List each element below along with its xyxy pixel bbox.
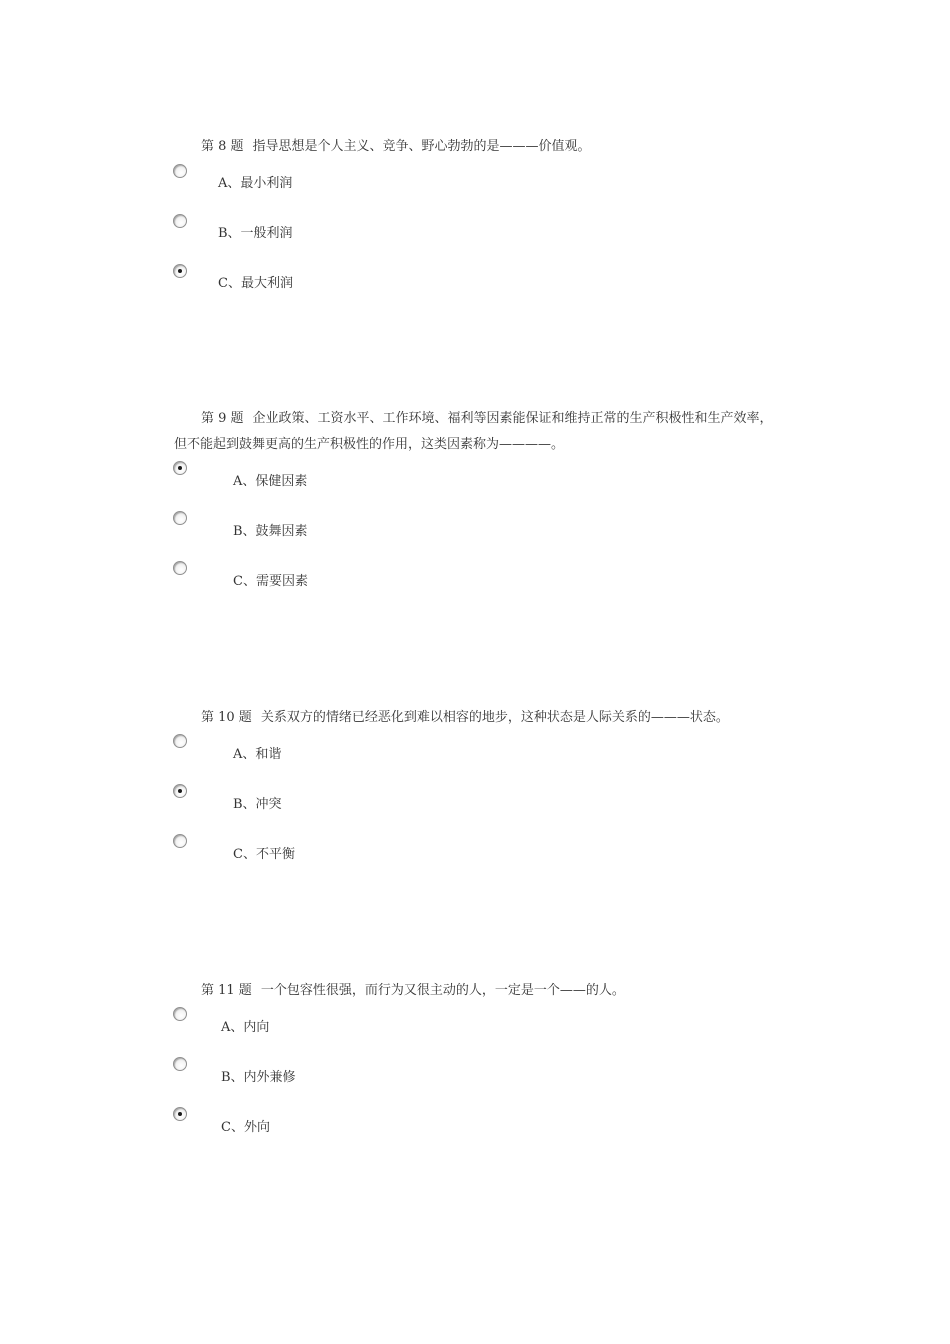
question-8	[0, 134, 950, 374]
option-a-label[interactable]: A、内向	[221, 1020, 270, 1035]
selected-dot	[178, 789, 182, 793]
question-stem	[174, 134, 784, 160]
question-11	[0, 978, 950, 1218]
question-number: 第 11 题	[201, 983, 252, 998]
selected-dot	[178, 466, 182, 470]
question-text: 一个包容性很强，而行为又很主动的人，一定是一个——的人。	[260, 983, 625, 998]
question-number: 第 9 题	[201, 411, 244, 426]
option-c-radio[interactable]	[173, 1107, 187, 1121]
option-b-radio[interactable]	[173, 1057, 187, 1071]
question-text: 企业政策、工资水平、工作环境、福利等因素能保证和维持正常的生产积极性和生产效率，但不能起到鼓舞更高的生产积极性的作用，这类因素称为————。	[174, 411, 773, 452]
option-a-label[interactable]: A、和谐	[233, 747, 282, 762]
question-stem	[174, 406, 784, 458]
option-c-radio[interactable]	[173, 561, 187, 575]
option-b-label[interactable]: B、内外兼修	[221, 1070, 296, 1085]
option-b-radio[interactable]	[173, 784, 187, 798]
option-a-label[interactable]: A、最小利润	[218, 176, 293, 191]
option-b-radio[interactable]	[173, 214, 187, 228]
option-a-radio[interactable]	[173, 1007, 187, 1021]
option-a-radio[interactable]	[173, 164, 187, 178]
option-a-label[interactable]: A、保健因素	[233, 474, 308, 489]
option-c-label[interactable]: C、最大利润	[218, 276, 293, 291]
option-b-label[interactable]: B、冲突	[233, 797, 282, 812]
selected-dot	[178, 1112, 182, 1116]
selected-dot	[178, 269, 182, 273]
question-10	[0, 705, 950, 945]
option-c-radio[interactable]	[173, 264, 187, 278]
option-a-radio[interactable]	[173, 461, 187, 475]
question-stem	[174, 978, 784, 1004]
question-text: 关系双方的情绪已经恶化到难以相容的地步，这种状态是人际关系的———状态。	[260, 710, 729, 725]
option-a-radio[interactable]	[173, 734, 187, 748]
option-c-label[interactable]: C、不平衡	[233, 847, 295, 862]
question-stem	[174, 705, 784, 731]
option-c-label[interactable]: C、外向	[221, 1120, 270, 1135]
option-b-label[interactable]: B、鼓舞因素	[233, 524, 308, 539]
question-number: 第 8 题	[201, 139, 244, 154]
question-number: 第 10 题	[201, 710, 252, 725]
option-b-radio[interactable]	[173, 511, 187, 525]
question-text: 指导思想是个人主义、竞争、野心勃勃的是———价值观。	[252, 139, 591, 154]
option-b-label[interactable]: B、一般利润	[218, 226, 293, 241]
option-c-label[interactable]: C、需要因素	[233, 574, 308, 589]
option-c-radio[interactable]	[173, 834, 187, 848]
question-9	[0, 406, 950, 646]
